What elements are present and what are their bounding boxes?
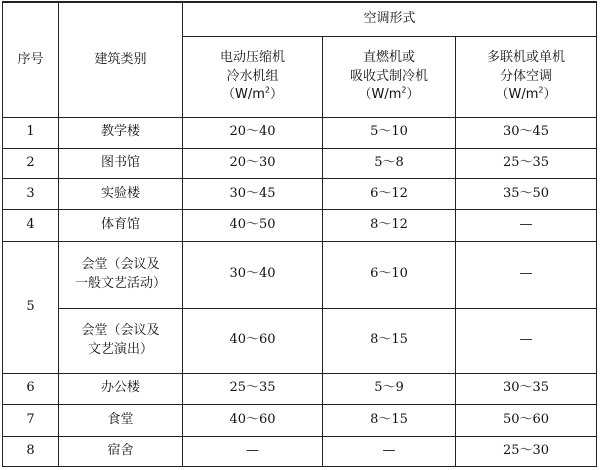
- header-col-b-line2: 吸收式制冷机: [349, 68, 428, 84]
- load-index-table: [2, 1, 597, 467]
- table-row: 4 体育馆 40～50 8～12 —: [3, 210, 597, 241]
- table-row: 5 会堂（会议及 一般文艺活动） 30～40 6～10 —: [3, 241, 597, 308]
- header-col-a-unit: $(W/m^2)$: [221, 86, 283, 103]
- header-col-c-unit: $(W/m^2)$: [495, 86, 557, 103]
- table-row: 6 办公楼 25～35 5～9 30～35: [3, 373, 597, 404]
- header-col-absorption-chiller: [323, 36, 456, 117]
- table-row: 2 图书馆 20～30 5～8 25～35: [3, 148, 597, 178]
- header-building-type: 建筑类别: [59, 2, 183, 118]
- table-row: 8 宿舍 — — 25～30: [3, 436, 597, 466]
- header-col-a-line2: 冷水机组: [226, 68, 279, 84]
- header-col-electric-chiller: [183, 36, 323, 117]
- header-col-split-ac: [456, 36, 597, 117]
- header-col-b-unit: $(W/m^2)$: [358, 86, 420, 103]
- header-col-c-line2: 分体空调: [499, 68, 552, 84]
- header-col-b-line1: 直燃机或: [362, 49, 415, 65]
- header-no: 序号: [3, 2, 59, 118]
- table-row: 7 食堂 40～60 8～15 50～60: [3, 405, 597, 436]
- table-row: 3 实验楼 30～45 6～12 35～50: [3, 178, 597, 209]
- header-ac-type-group: 空调形式: [183, 2, 597, 36]
- header-col-c-line1: 多联机或单机: [486, 49, 565, 65]
- header-col-a-line1: 电动压缩机: [219, 49, 285, 65]
- table-row: 会堂（会议及 文艺演出） 40～60 8～15 —: [3, 308, 597, 373]
- table-row: 1 教学楼 20～40 5～10 30～45: [3, 118, 597, 148]
